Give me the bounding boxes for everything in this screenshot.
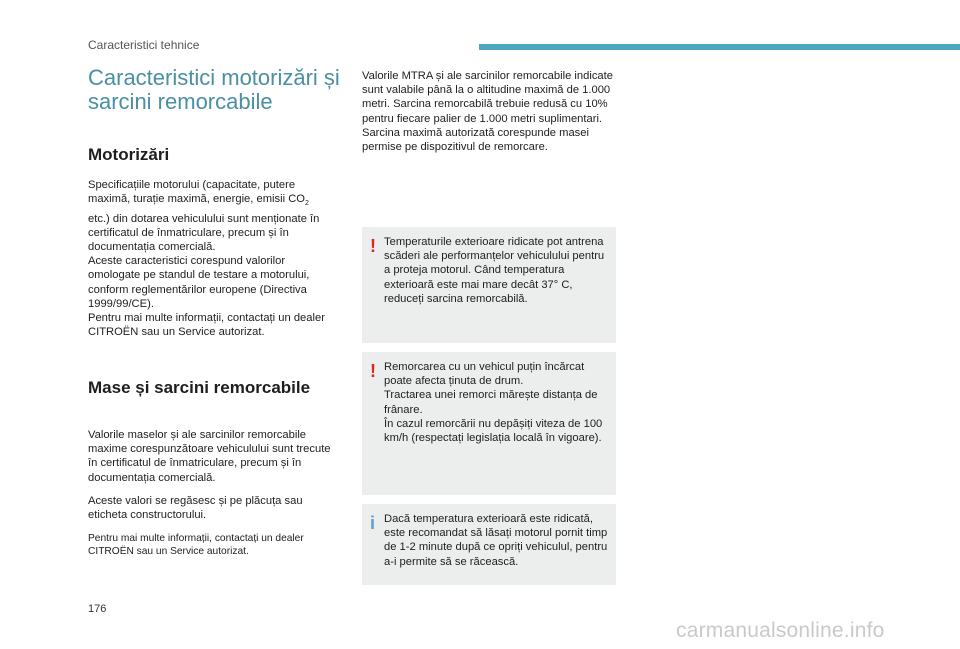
- warning-text-towing: Remorcarea cu un vehicul puțin încărcat poate afecta ținuta de drum. Tractarea unei remorci mărește distanța de frânare. În cazul remorcării nu depășiți viteza de 100 km/h (respectați legislația locală în vigoare).: [384, 361, 603, 445]
- warning-box-towing: [362, 352, 616, 495]
- section-header: Caracteristici tehnice: [88, 38, 200, 52]
- info-icon: i: [370, 513, 376, 533]
- warning-box-temperature: [362, 227, 616, 343]
- mase-paragraph-3: Pentru mai multe informații, contactați un dealer CITROËN sau un Service autorizat.: [88, 533, 304, 557]
- mase-paragraph-2: Aceste valori se regăsesc și pe plăcuța sau eticheta constructorului.: [88, 495, 303, 522]
- motorizari-text-end: etc.) din dotarea vehiculului sunt menționate în certificatul de înmatriculare, precum și în documentația comercială. Aceste caracteristici corespund valorilor omologate pe standul de testare a motorului, conform reglementărilor europene (Directiva 1999/99/CE). Pentru mai multe informații, contactați un dealer CITROËN sau un Service autorizat.: [88, 212, 325, 339]
- motorizari-paragraph: [88, 178, 338, 339]
- exclamation-icon: !: [370, 361, 376, 381]
- mase-heading: Mase și sarcini remorcabile: [88, 378, 311, 397]
- page-number: 176: [88, 603, 107, 615]
- header-accent-bar: [479, 44, 960, 50]
- info-box-engine: [362, 504, 616, 585]
- warning-text-temperature: Temperaturile exterioare ridicate pot antrena scăderi ale performanțelor vehiculului pentru a proteja motorul. Când temperatura exterioară este mai mare decât 37° C, reduceți sarcina remorcabilă.: [384, 236, 605, 305]
- mase-paragraph-1: Valorile maselor și ale sarcinilor remorcabile maxime corespunzătoare vehiculului sunt trecute în certificatul de înmatriculare, precum și în documentația comercială.: [88, 429, 331, 484]
- co2-subscript: 2: [304, 200, 309, 208]
- page-title: Caracteristici motorizări și sarcini remorcabile: [88, 65, 340, 114]
- watermark: carmanualsonline.info: [676, 619, 885, 642]
- motorizari-text-start: Specificațiile motorului (capacitate, putere maximă, turație maximă, energie, emisii CO: [88, 179, 305, 206]
- altitude-paragraph: Valorile MTRA și ale sarcinilor remorcabile indicate sunt valabile până la o altitudine maximă de 1.000 metri. Sarcina remorcabilă trebuie redusă cu 10% pentru fiecare palier de 1.000 metri suplimentari. Sarcina maximă autorizată corespunde masei permise pe dispozitivul de remorcare.: [362, 70, 613, 154]
- exclamation-icon: !: [370, 236, 376, 256]
- motorizari-heading: Motorizări: [88, 145, 170, 164]
- info-text-engine: Dacă temperatura exterioară este ridicată, este recomandat să lăsați motorul pornit timp de 1-2 minute după ce opriți vehiculul, pentru a-i permite să se răcească.: [384, 513, 608, 568]
